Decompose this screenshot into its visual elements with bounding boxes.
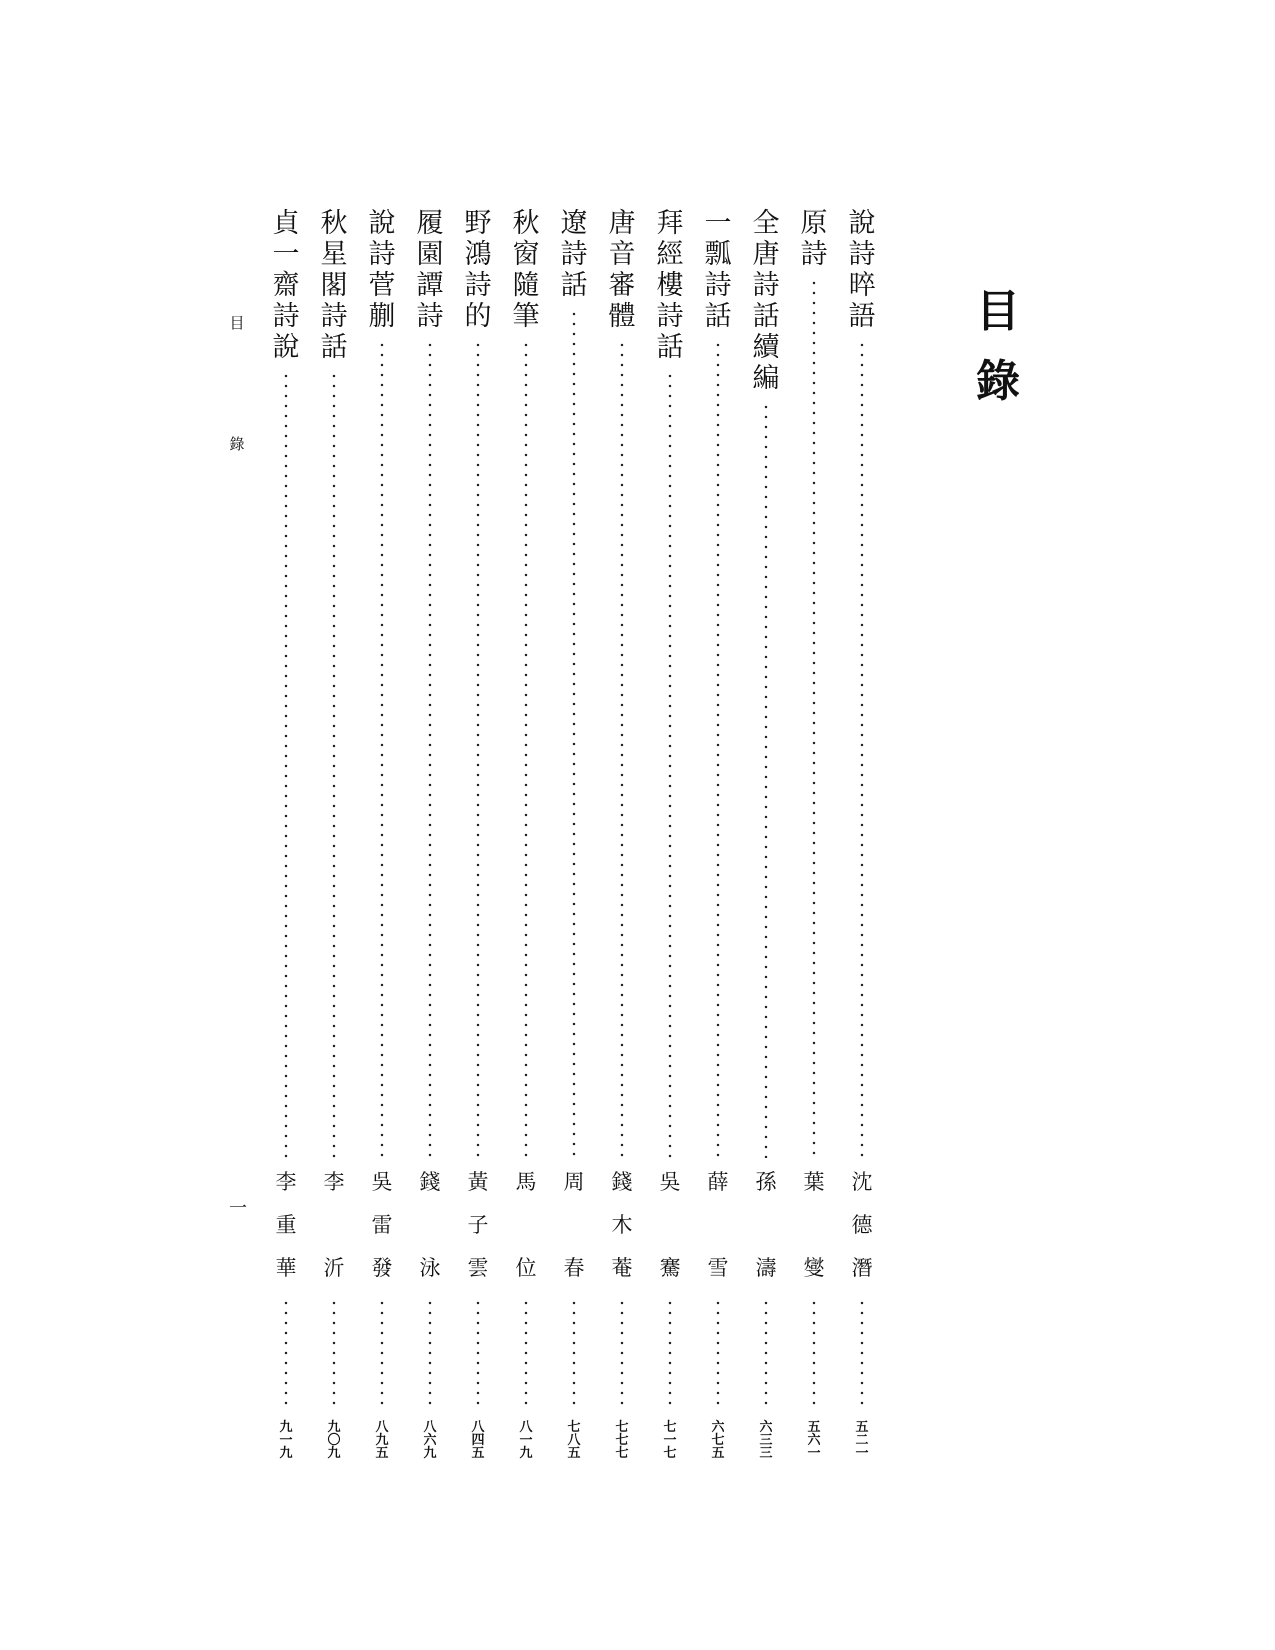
entry-title-char: 說: [272, 332, 300, 363]
entry-title-char: 野: [464, 208, 492, 239]
entry-author-char: 菴: [611, 1256, 633, 1280]
entry-page-number: [653, 1421, 687, 1460]
entry-title-char: 譚: [416, 270, 444, 301]
entry-author: [605, 1170, 639, 1299]
page-number-digit: 九: [375, 1433, 389, 1448]
entry-title: [749, 208, 783, 394]
entry-author-char: 德: [851, 1213, 873, 1237]
running-head: [227, 312, 247, 454]
entry-title-char: 園: [416, 239, 444, 270]
dot-leader: [572, 309, 576, 1158]
page-number-digit: 六: [807, 1433, 821, 1448]
entry-author-char: 葉: [803, 1170, 825, 1194]
entry-title-char: 話: [320, 332, 348, 363]
page-number-digit: 九: [327, 1420, 341, 1435]
entry-title-char: 說: [368, 208, 396, 239]
entry-title-char: 說: [848, 208, 876, 239]
dot-leader: [380, 1298, 384, 1408]
entry-author-char: 錢: [419, 1170, 441, 1194]
page-number-digit: 七: [663, 1446, 677, 1461]
dot-leader: [668, 371, 672, 1158]
dot-leader: [716, 340, 720, 1158]
entry-title: [317, 208, 351, 363]
page-number-digit: 六: [711, 1420, 725, 1435]
toc-entry[interactable]: [653, 208, 687, 1461]
page-number-digit: 五: [471, 1446, 485, 1461]
entry-title-char: 秋: [512, 208, 540, 239]
entry-title: [605, 208, 639, 332]
entry-title: [461, 208, 495, 332]
page-number-digit: 五: [711, 1446, 725, 1461]
page-number-digit: 七: [615, 1433, 629, 1448]
entry-title-char: 原: [800, 208, 828, 239]
entry-title-char: 拜: [656, 208, 684, 239]
toc-entry[interactable]: [461, 208, 495, 1461]
toc-entry[interactable]: [557, 208, 591, 1461]
dot-leader: [332, 371, 336, 1158]
dot-leader: [476, 1298, 480, 1408]
entry-author-char: 潛: [851, 1256, 873, 1280]
entry-page-number: [605, 1421, 639, 1460]
entry-author-char: 雲: [467, 1256, 489, 1280]
entry-author-char: 木: [611, 1213, 633, 1237]
entry-page-number: [413, 1421, 447, 1460]
dot-leader: [524, 340, 528, 1158]
toc-entry[interactable]: [701, 208, 735, 1461]
entry-title: [269, 208, 303, 363]
entry-title-char: 話: [560, 270, 588, 301]
dot-leader: [812, 278, 816, 1158]
entry-title: [845, 208, 879, 332]
dot-leader: [572, 1298, 576, 1408]
toc-entry[interactable]: [749, 208, 783, 1461]
entry-author-char: 春: [563, 1256, 585, 1280]
entry-title-char: 閣: [320, 270, 348, 301]
page-number-digit: 一: [279, 1433, 293, 1448]
entry-page-number: [509, 1421, 543, 1460]
dot-leader: [860, 1298, 864, 1408]
entry-author-char: 馬: [515, 1170, 537, 1194]
page-number-digit: 八: [567, 1433, 581, 1448]
running-head-char: 錄: [229, 435, 245, 453]
entry-author: [845, 1170, 879, 1299]
entry-page-number: [845, 1421, 879, 1460]
dot-leader: [668, 1298, 672, 1408]
dot-leader: [284, 1298, 288, 1408]
entry-title-char: 詩: [560, 239, 588, 270]
entry-author-char: 黃: [467, 1170, 489, 1194]
dot-leader: [620, 1298, 624, 1408]
page-title-char: 錄: [976, 356, 1020, 407]
entry-title-char: 音: [608, 239, 636, 270]
page-number-digit: 一: [807, 1446, 821, 1461]
dot-leader: [812, 1298, 816, 1408]
entry-title-char: 瓢: [704, 239, 732, 270]
entry-author: [653, 1170, 687, 1299]
page-number-digit: 二: [855, 1433, 869, 1448]
entry-page-number: [749, 1421, 783, 1460]
dot-leader: [332, 1298, 336, 1408]
entry-title-char: 隨: [512, 270, 540, 301]
dot-leader: [716, 1298, 720, 1408]
page-title: [968, 286, 1028, 430]
entry-author-char: 位: [515, 1256, 537, 1280]
page-number-digit: 五: [567, 1446, 581, 1461]
entry-page-number: [269, 1421, 303, 1460]
entry-title-char: 續: [752, 332, 780, 363]
entry-author-char: 周: [563, 1170, 585, 1194]
page-number-digit: 七: [615, 1420, 629, 1435]
toc-entry[interactable]: [365, 208, 399, 1461]
page-number-digit: 五: [807, 1420, 821, 1435]
entry-author-char: 子: [467, 1213, 489, 1237]
entry-title-char: 話: [656, 332, 684, 363]
page-number-digit: 五: [855, 1420, 869, 1435]
page-folio: 一: [229, 1198, 247, 1219]
entry-page-number: [365, 1421, 399, 1460]
entry-title-char: 詩: [368, 239, 396, 270]
entry-title-char: 樓: [656, 270, 684, 301]
entry-author: [557, 1170, 591, 1299]
entry-title-char: 遼: [560, 208, 588, 239]
dot-leader: [428, 340, 432, 1158]
page-number-digit: 一: [519, 1433, 533, 1448]
toc-entry[interactable]: [845, 208, 879, 1461]
toc-entry[interactable]: [413, 208, 447, 1461]
entry-title: [653, 208, 687, 363]
entry-title-char: 編: [752, 363, 780, 394]
entry-author-char: 吳: [659, 1170, 681, 1194]
page-number-digit: 八: [519, 1420, 533, 1435]
entry-title: [413, 208, 447, 332]
entry-author-char: 錢: [611, 1170, 633, 1194]
page-number-digit: 五: [375, 1446, 389, 1461]
running-head-char: 目: [229, 314, 245, 332]
entry-title-char: 話: [752, 301, 780, 332]
entry-title-char: 一: [704, 208, 732, 239]
entry-author-char: 李: [275, 1170, 297, 1194]
entry-title-char: 詩: [416, 301, 444, 332]
page-number-digit: 八: [471, 1420, 485, 1435]
page-title-char: 目: [976, 286, 1020, 337]
entry-title-char: 審: [608, 270, 636, 301]
entry-title-char: 經: [656, 239, 684, 270]
entry-page-number: [557, 1421, 591, 1460]
entry-author-char: 雪: [707, 1256, 729, 1280]
dot-leader: [428, 1298, 432, 1408]
page-number-digit: 三: [759, 1433, 773, 1448]
entry-title: [365, 208, 399, 332]
page-number-digit: 六: [423, 1433, 437, 1448]
page-number-digit: 四: [471, 1433, 485, 1448]
entry-title-char: 蒯: [368, 301, 396, 332]
entry-author-char: 發: [371, 1256, 393, 1280]
entry-title-char: 星: [320, 239, 348, 270]
entry-title-char: 詩: [848, 239, 876, 270]
page-number-digit: 一: [855, 1446, 869, 1461]
page-number-digit: 八: [375, 1420, 389, 1435]
entry-title-char: 履: [416, 208, 444, 239]
page-number-digit: 九: [423, 1446, 437, 1461]
entry-author: [461, 1170, 495, 1299]
page-number-digit: 九: [327, 1446, 341, 1461]
toc-entry[interactable]: [509, 208, 543, 1461]
entry-title-char: 話: [704, 301, 732, 332]
entry-author-char: 騫: [659, 1256, 681, 1280]
entry-title-char: 詩: [464, 270, 492, 301]
entry-author-char: 華: [275, 1256, 297, 1280]
entry-title-char: 體: [608, 301, 636, 332]
entry-author: [749, 1170, 783, 1299]
dot-leader: [284, 371, 288, 1158]
entry-author-char: 吳: [371, 1170, 393, 1194]
page-number-digit: 九: [519, 1446, 533, 1461]
entry-author-char: 沂: [323, 1256, 345, 1280]
entry-author-char: 李: [323, 1170, 345, 1194]
toc-entry[interactable]: [605, 208, 639, 1461]
entry-title-char: 窗: [512, 239, 540, 270]
entry-title-char: 唐: [752, 239, 780, 270]
entry-author: [365, 1170, 399, 1299]
entry-author-char: 雷: [371, 1213, 393, 1237]
page-number-digit: 七: [615, 1446, 629, 1461]
entry-page-number: [317, 1421, 351, 1460]
dot-leader: [764, 402, 768, 1158]
entry-author-char: 薛: [707, 1170, 729, 1194]
entry-title-char: 唐: [608, 208, 636, 239]
entry-author: [701, 1170, 735, 1299]
entry-title: [701, 208, 735, 332]
toc-entry[interactable]: [269, 208, 303, 1461]
entry-title-char: 菅: [368, 270, 396, 301]
entry-author: [317, 1170, 351, 1299]
page-number-digit: 七: [663, 1420, 677, 1435]
entry-page-number: [461, 1421, 495, 1460]
entry-author: [509, 1170, 543, 1299]
entry-title: [557, 208, 591, 301]
page-number-digit: 七: [711, 1433, 725, 1448]
page-number-digit: 七: [567, 1420, 581, 1435]
dot-leader: [620, 340, 624, 1158]
entry-title-char: 詩: [800, 239, 828, 270]
entry-author-char: 泳: [419, 1256, 441, 1280]
entry-title-char: 貞: [272, 208, 300, 239]
entry-title: [509, 208, 543, 332]
entry-author-char: 濤: [755, 1256, 777, 1280]
entry-title-char: 晬: [848, 270, 876, 301]
entry-title-char: 齋: [272, 270, 300, 301]
dot-leader: [764, 1298, 768, 1408]
page-number-digit: 〇: [327, 1433, 341, 1448]
page-number-digit: 一: [663, 1433, 677, 1448]
dot-leader: [476, 340, 480, 1158]
page-number-digit: 九: [279, 1446, 293, 1461]
page-number-digit: 六: [759, 1420, 773, 1435]
entry-author: [797, 1170, 831, 1299]
toc-entry[interactable]: [797, 208, 831, 1461]
entry-title-char: 詩: [704, 270, 732, 301]
entry-title: [797, 208, 831, 270]
entry-title-char: 語: [848, 301, 876, 332]
toc-entry[interactable]: [317, 208, 351, 1461]
entry-title-char: 詩: [752, 270, 780, 301]
dot-leader: [380, 340, 384, 1158]
entry-author-char: 重: [275, 1213, 297, 1237]
entry-author-char: 燮: [803, 1256, 825, 1280]
dot-leader: [860, 340, 864, 1158]
entry-title-char: 鴻: [464, 239, 492, 270]
entry-title-char: 筆: [512, 301, 540, 332]
entry-title-char: 一: [272, 239, 300, 270]
entry-author: [413, 1170, 447, 1299]
entry-page-number: [701, 1421, 735, 1460]
page-number-digit: 三: [759, 1446, 773, 1461]
page-number-digit: 八: [423, 1420, 437, 1435]
entry-page-number: [797, 1421, 831, 1460]
entry-title-char: 詩: [656, 301, 684, 332]
entry-author-char: 孫: [755, 1170, 777, 1194]
entry-title-char: 秋: [320, 208, 348, 239]
page-number-digit: 九: [279, 1420, 293, 1435]
entry-title-char: 詩: [320, 301, 348, 332]
entry-title-char: 全: [752, 208, 780, 239]
entry-author-char: 沈: [851, 1170, 873, 1194]
entry-author: [269, 1170, 303, 1299]
entry-title-char: 詩: [272, 301, 300, 332]
entry-title-char: 的: [464, 301, 492, 332]
dot-leader: [524, 1298, 528, 1408]
